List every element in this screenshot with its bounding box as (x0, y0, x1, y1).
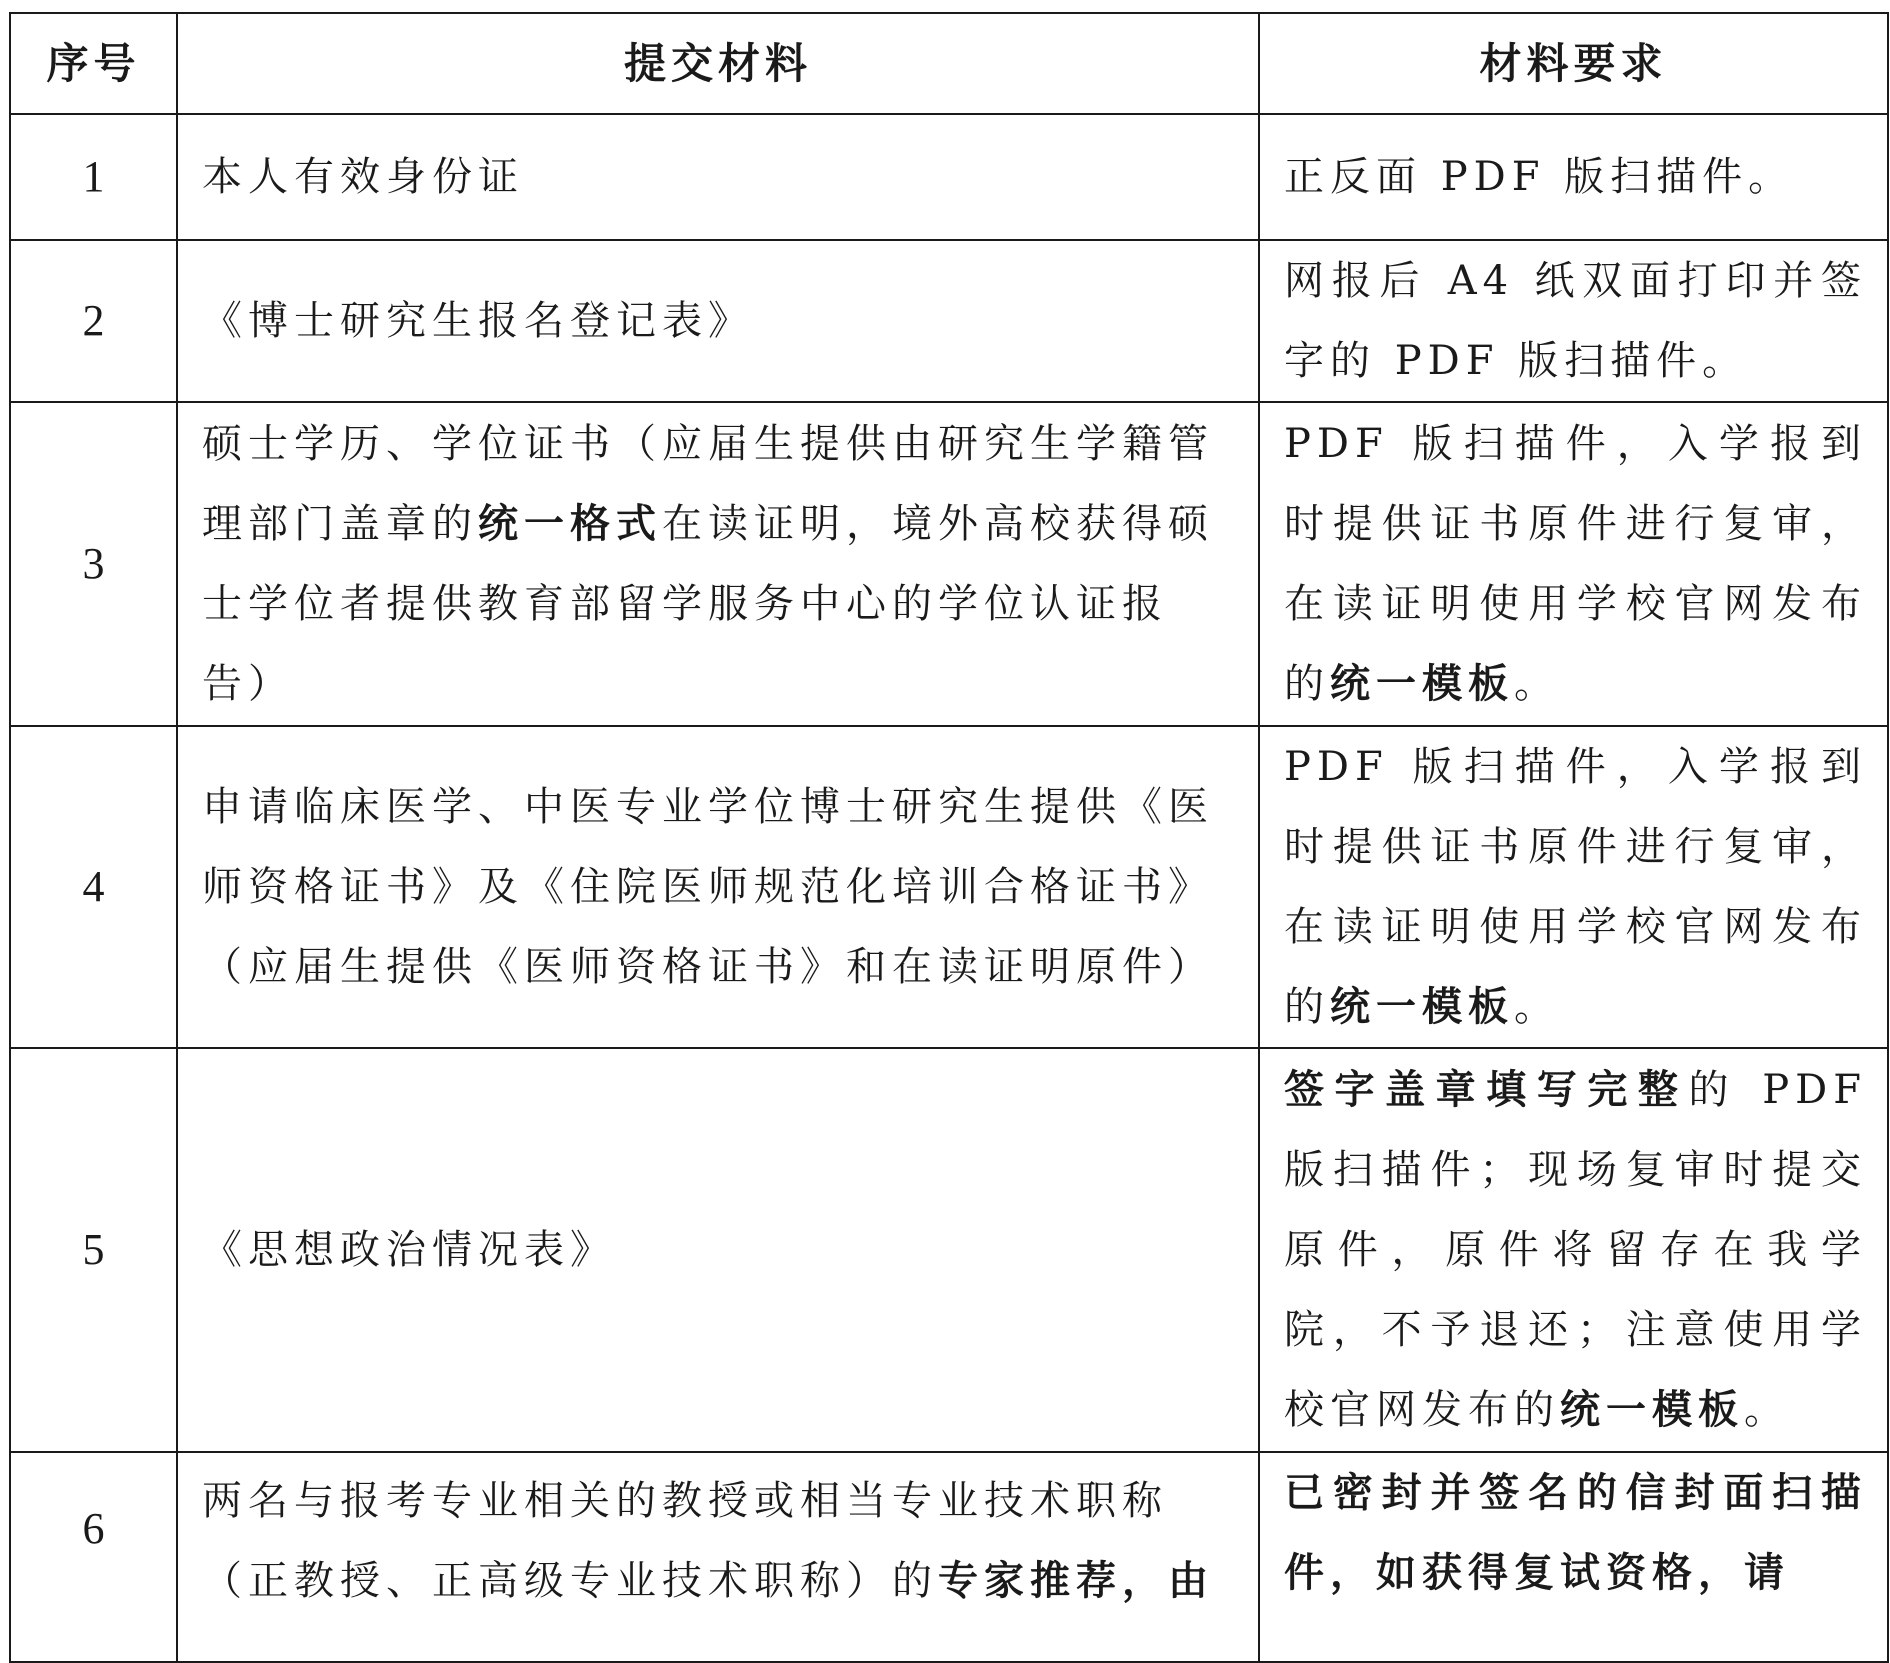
material-cell (177, 240, 1259, 402)
row-number: 5 (10, 1048, 177, 1452)
table-row (10, 726, 1888, 1048)
requirement-cell (1259, 1452, 1888, 1662)
requirement-emphasis: 统一模板 (1330, 983, 1514, 1030)
header-requirement: 材料要求 (1259, 13, 1888, 114)
header-material: 提交材料 (177, 13, 1259, 114)
requirement-cell (1259, 1048, 1888, 1452)
material-text: 硕士学历、学位证书（应届生提供由研究生学籍管理部门盖章的 (202, 421, 1214, 547)
table-row (10, 1452, 1888, 1662)
requirement-cell (1259, 402, 1888, 726)
row-number: 2 (10, 240, 177, 402)
requirement-text: PDF 版扫描件，入学报到时提供证书原件进行复审，在读证明使用学校官网发布的 (1284, 421, 1867, 707)
requirement-text: 网报后 A4 纸双面打印并签字的 PDF 版扫描件。 (1284, 258, 1867, 384)
row-number: 3 (10, 402, 177, 726)
material-text: 本人有效身份证 (202, 154, 524, 200)
material-text: 在读证明，境外高校获得硕士学位者提供教育部留学服务中心的学位认证报告） (202, 501, 1214, 707)
requirement-cell (1259, 114, 1888, 240)
requirement-text: 。 (1514, 661, 1560, 707)
material-text: 《博士研究生报名登记表》 (202, 298, 754, 344)
header-number: 序号 (10, 13, 177, 114)
table-row (10, 114, 1888, 240)
material-cell (177, 726, 1259, 1048)
requirement-text: 。 (1514, 984, 1560, 1030)
material-cell (177, 1452, 1259, 1662)
material-emphasis: 统一格式 (478, 500, 662, 547)
material-emphasis: 专家推荐，由 (938, 1557, 1214, 1604)
table-row (10, 240, 1888, 402)
requirement-text: PDF 版扫描件，入学报到时提供证书原件进行复审，在读证明使用学校官网发布的 (1284, 744, 1867, 1030)
table-row (10, 402, 1888, 726)
requirement-emphasis: 签字盖章填写完整 (1284, 1066, 1689, 1113)
row-number: 4 (10, 726, 177, 1048)
requirement-text: 的 PDF 版扫描件；现场复审时提交原件，原件将留存在我学院，不予退还；注意使用学校官网发布的 (1284, 1067, 1867, 1433)
requirement-cell (1259, 726, 1888, 1048)
requirement-emphasis: 统一模板 (1330, 660, 1514, 707)
table-row (10, 1048, 1888, 1452)
requirement-text: 。 (1744, 1387, 1790, 1433)
materials-table (9, 12, 1889, 1663)
requirement-cell (1259, 240, 1888, 402)
material-text: 两名与报考专业相关的教授或相当专业技术职称（正教授、正高级专业技术职称）的 (202, 1478, 1168, 1604)
requirement-emphasis: 统一模板 (1560, 1386, 1744, 1433)
table-header-row (10, 13, 1888, 114)
row-number: 6 (10, 1452, 177, 1662)
requirement-text: 正反面 PDF 版扫描件。 (1284, 154, 1795, 200)
requirement-emphasis: 已密封并签名的信封面扫描件，如获得复试资格，请 (1284, 1469, 1867, 1596)
material-cell (177, 402, 1259, 726)
material-cell (177, 114, 1259, 240)
material-text: 《思想政治情况表》 (202, 1227, 616, 1273)
material-cell (177, 1048, 1259, 1452)
row-number: 1 (10, 114, 177, 240)
material-text: 申请临床医学、中医专业学位博士研究生提供《医师资格证书》及《住院医师规范化培训合格证书》（应届生提供《医师资格证书》和在读证明原件） (202, 784, 1214, 990)
